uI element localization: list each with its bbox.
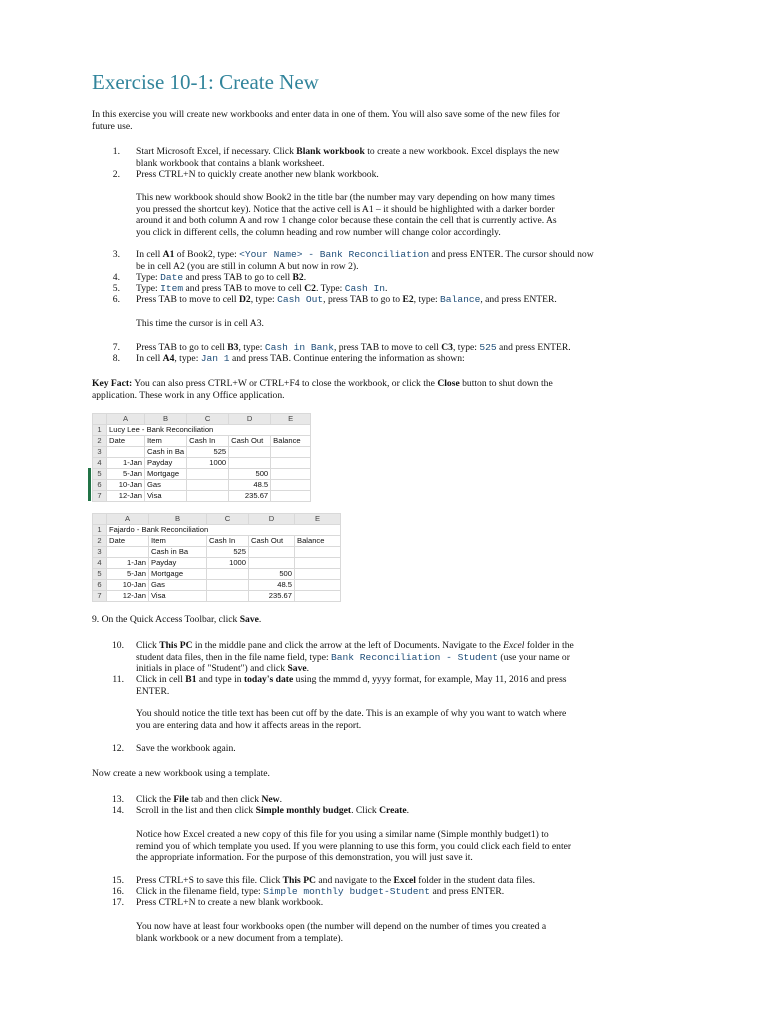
note-template: Notice how Excel created a new copy of this file for you using a similar name (Simple monthly budget1) to remind you of which template you used. If you were planning to use this form, you could click each field to enter the appropriate information. For the purpose of this demonstration, you will just save it. (136, 829, 572, 863)
step-3: In cell A1 of Book2, type: <Your Name> - Bank Reconciliation and press ENTER. The cursor should now be in cell A2 (you are still in column A but now in row 2). (136, 249, 594, 272)
column-header: E (295, 514, 341, 525)
column-header: D (249, 514, 295, 525)
sheet-cell: Cash Out (249, 536, 295, 547)
sheet-cell: Balance (271, 436, 311, 447)
sheet-cell (271, 469, 311, 480)
sheet-cell: 525 (187, 447, 229, 458)
sheet-cell: 48.5 (249, 580, 295, 591)
step-number: 15. (112, 875, 124, 886)
sheet-cell (229, 447, 271, 458)
step-5: Type: Item and press TAB to move to cell C2. Type: Cash In. (136, 283, 388, 294)
sheet-cell: Date (107, 436, 145, 447)
sheet-row (93, 547, 341, 558)
note-cursor: This time the cursor is in cell A3. (136, 318, 264, 329)
step-2: Press CTRL+N to quickly create another new blank workbook. (136, 169, 379, 180)
sheet-cell: Payday (145, 458, 187, 469)
sheet-cell (207, 580, 249, 591)
sheet-cell: Visa (145, 491, 187, 502)
row-header: 1 (93, 425, 107, 436)
sheet-cell (271, 491, 311, 502)
step-number: 6. (112, 294, 120, 305)
sheet-cell: 10-Jan (107, 480, 145, 491)
step-number: 12. (112, 743, 124, 754)
step-number: 5. (112, 283, 120, 294)
sheet-cell (249, 547, 295, 558)
spreadsheet-screenshot-1 (92, 413, 311, 502)
sheet-cell: Visa (149, 591, 207, 602)
step-14: Scroll in the list and then click Simple monthly budget. Click Create. (136, 805, 409, 816)
note-workbooks: You now have at least four workbooks open (the number will depend on the number of times you created a blank workbook or a new document from a template). (136, 921, 547, 944)
step-9: 9. On the Quick Access Toolbar, click Save. (92, 614, 262, 625)
step-number: 8. (112, 353, 120, 364)
sheet-cell: Mortgage (145, 469, 187, 480)
row-header: 7 (93, 591, 107, 602)
column-header: B (145, 414, 187, 425)
sheet-cell (271, 480, 311, 491)
row-header: 5 (93, 569, 107, 580)
row-header: 3 (93, 547, 107, 558)
key-fact: Key Fact: You can also press CTRL+W or CTRL+F4 to close the workbook, or click the Close button to shut down the application. These work in any Office application. (92, 378, 553, 401)
sheet-cell (295, 591, 341, 602)
sheet-cell: Fajardo - Bank Reconciliation (107, 525, 341, 536)
sheet-cell: 525 (207, 547, 249, 558)
step-number: 4. (112, 272, 120, 283)
sheet-cell: 1000 (187, 458, 229, 469)
sheet-cell: 12-Jan (107, 491, 145, 502)
sheet-cell (187, 491, 229, 502)
sheet-cell (271, 458, 311, 469)
sheet-cell: 10-Jan (107, 580, 149, 591)
step-number: 1. (112, 146, 120, 157)
row-header: 2 (93, 436, 107, 447)
sheet-row (93, 458, 311, 469)
sheet-cell: Balance (295, 536, 341, 547)
sheet-row (93, 558, 341, 569)
sheet-row (93, 580, 341, 591)
page-title: Exercise 10-1: Create New (92, 70, 319, 94)
corner-cell (93, 414, 107, 425)
step-17: Press CTRL+N to create a new blank workbook. (136, 897, 324, 908)
sheet-row (93, 536, 341, 547)
row-header: 4 (93, 458, 107, 469)
step-number: 16. (112, 886, 124, 897)
sheet-cell: Date (107, 536, 149, 547)
sheet-cell (207, 591, 249, 602)
row-header: 4 (93, 558, 107, 569)
sheet-cell: Cash In (207, 536, 249, 547)
step-1: Start Microsoft Excel, if necessary. Click Blank workbook to create a new workbook. Excel displays the new blank workbook that contains a blank worksheet. (136, 146, 560, 169)
sheet-cell: Mortgage (149, 569, 207, 580)
column-header: C (187, 414, 229, 425)
step-number: 17. (112, 897, 124, 908)
row-header: 7 (93, 491, 107, 502)
sheet-cell: Cash In (187, 436, 229, 447)
row-header: 3 (93, 447, 107, 458)
column-header: D (229, 414, 271, 425)
row-header: 6 (93, 480, 107, 491)
sheet-row (93, 591, 341, 602)
sheet-cell (187, 480, 229, 491)
column-header: B (149, 514, 207, 525)
sheet-cell: 5-Jan (107, 569, 149, 580)
sheet-cell: Cash in Ba (149, 547, 207, 558)
sheet-cell: Item (149, 536, 207, 547)
sheet-cell: 500 (229, 469, 271, 480)
spreadsheet-grid (92, 413, 311, 502)
sheet-cell (295, 558, 341, 569)
step-15: Press CTRL+S to save this file. Click This PC and navigate to the Excel folder in the student data files. (136, 875, 535, 886)
step-number: 10. (112, 640, 124, 651)
spreadsheet-screenshot-2 (92, 513, 341, 602)
sheet-cell (207, 569, 249, 580)
step-number: 14. (112, 805, 124, 816)
sheet-row (93, 436, 311, 447)
row-header: 1 (93, 525, 107, 536)
note-title-cut: You should notice the title text has been cut off by the date. This is an example of why you want to watch where you are entering data and how it affects areas in the report. (136, 708, 567, 731)
step-number: 2. (112, 169, 120, 180)
sheet-cell: Cash Out (229, 436, 271, 447)
sheet-row (93, 525, 341, 536)
step-8: In cell A4, type: Jan 1 and press TAB. Continue entering the information as shown: (136, 353, 465, 364)
sheet-row (93, 480, 311, 491)
sheet-row (93, 469, 311, 480)
sheet-cell: 235.67 (229, 491, 271, 502)
row-header: 5 (93, 469, 107, 480)
sheet-cell: 5-Jan (107, 469, 145, 480)
sheet-cell: 48.5 (229, 480, 271, 491)
note-book2: This new workbook should show Book2 in the title bar (the number may vary depending on how many times you pressed the shortcut key). Notice that the active cell is A1 – it should be highlighted with a darker border around it and both column A and row 1 change color because these contain the cell that is currently active. As you click in different cells, the column heading and row number will change color accordingly. (136, 192, 557, 238)
sheet-cell: Lucy Lee - Bank Reconciliation (107, 425, 311, 436)
step-16: Click in the filename field, type: Simple monthly budget-Student and press ENTER. (136, 886, 505, 897)
sheet-row (93, 447, 311, 458)
sheet-cell: Gas (149, 580, 207, 591)
intro-paragraph: In this exercise you will create new workbooks and enter data in one of them. You will also save some of the new files for future use. (92, 109, 560, 132)
sheet-cell (107, 547, 149, 558)
sheet-cell: 1000 (207, 558, 249, 569)
column-header: A (107, 514, 149, 525)
step-number: 13. (112, 794, 124, 805)
step-10: Click This PC in the middle pane and click the arrow at the left of Documents. Navigate to the Excel folder in the student data files, then in the file name field, type: Bank Reconciliation - Student (use your name or initials in place of "Student") and click Save. (136, 640, 574, 674)
sheet-cell: 1-Jan (107, 558, 149, 569)
sheet-cell (295, 569, 341, 580)
row-header: 6 (93, 580, 107, 591)
sheet-cell (187, 469, 229, 480)
sheet-row (93, 425, 311, 436)
row-selection-marker (88, 468, 91, 501)
step-11: Click in cell B1 and type in today's date using the mmmd d, yyyy format, for example, May 11, 2016 and press ENTER. (136, 674, 567, 697)
step-number: 3. (112, 249, 120, 260)
sheet-row (93, 491, 311, 502)
sheet-cell (229, 458, 271, 469)
spreadsheet-grid (92, 513, 341, 602)
sheet-cell (295, 580, 341, 591)
sheet-cell (249, 558, 295, 569)
sheet-cell (295, 547, 341, 558)
template-intro: Now create a new workbook using a template. (92, 768, 270, 779)
step-13: Click the File tab and then click New. (136, 794, 283, 805)
sheet-cell (107, 447, 145, 458)
column-header: A (107, 414, 145, 425)
sheet-cell: 500 (249, 569, 295, 580)
sheet-cell: Item (145, 436, 187, 447)
step-4: Type: Date and press TAB to go to cell B2. (136, 272, 307, 283)
step-12: Save the workbook again. (136, 743, 236, 754)
column-header: C (207, 514, 249, 525)
corner-cell (93, 514, 107, 525)
sheet-cell: Gas (145, 480, 187, 491)
sheet-cell: 235.67 (249, 591, 295, 602)
sheet-cell: 1-Jan (107, 458, 145, 469)
step-7: Press TAB to go to cell B3, type: Cash in Bank, press TAB to move to cell C3, type: 525 and press ENTER. (136, 342, 571, 353)
step-number: 11. (112, 674, 124, 685)
step-number: 7. (112, 342, 120, 353)
step-6: Press TAB to move to cell D2, type: Cash Out, press TAB to go to E2, type: Balance, and press ENTER. (136, 294, 557, 305)
sheet-cell: Payday (149, 558, 207, 569)
sheet-row (93, 569, 341, 580)
row-header: 2 (93, 536, 107, 547)
sheet-cell (271, 447, 311, 458)
column-header: E (271, 414, 311, 425)
sheet-cell: 12-Jan (107, 591, 149, 602)
sheet-cell: Cash in Ba (145, 447, 187, 458)
